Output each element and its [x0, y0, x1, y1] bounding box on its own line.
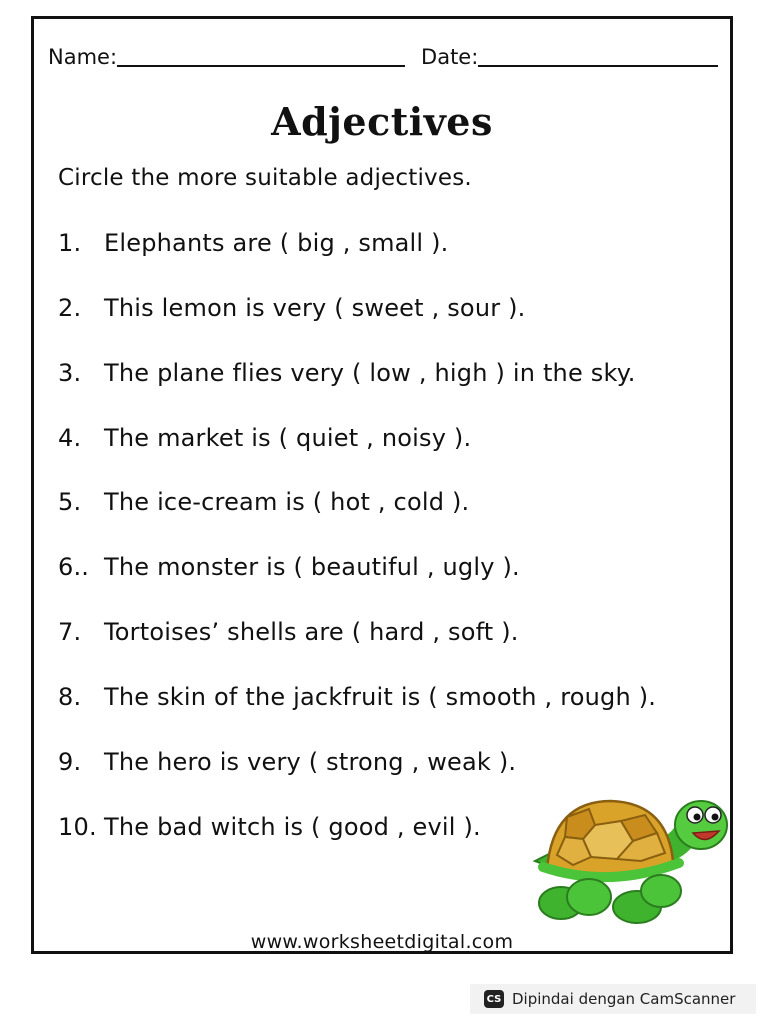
- question-item: [58, 748, 516, 776]
- question-item: [58, 294, 526, 322]
- worksheet: [31, 16, 733, 954]
- question-text: The bad witch is ( good , evil ).: [104, 813, 481, 841]
- page-title: Adjectives: [271, 99, 493, 144]
- question-text: The monster is ( beautiful , ugly ).: [104, 553, 520, 581]
- question-number: 9.: [58, 748, 82, 776]
- name-label: Name:: [48, 45, 118, 69]
- question-number: 10.: [58, 813, 97, 841]
- question-text: This lemon is very ( sweet , sour ).: [104, 294, 526, 322]
- question-text: The skin of the jackfruit is ( smooth , rough ).: [104, 683, 657, 711]
- camscanner-badge: [470, 984, 756, 1014]
- question-text: The plane flies very ( low , high ) in the sky.: [104, 359, 636, 387]
- name-blank-line: [117, 65, 405, 67]
- question-item: [58, 813, 481, 841]
- question-text: Elephants are ( big , small ).: [104, 229, 449, 257]
- turtle-illustration: [529, 791, 729, 927]
- question-number: 6..: [58, 553, 90, 581]
- header-row: [48, 47, 718, 68]
- question-number: 4.: [58, 424, 82, 452]
- question-number: 2.: [58, 294, 82, 322]
- question-item: [58, 553, 520, 581]
- question-number: 7.: [58, 618, 82, 646]
- question-item: [58, 618, 519, 646]
- date-label: Date:: [421, 45, 479, 69]
- date-blank-line: [478, 65, 718, 67]
- question-text: The ice-cream is ( hot , cold ).: [104, 488, 470, 516]
- camscanner-text: Dipindai dengan CamScanner: [512, 990, 736, 1008]
- question-number: 1.: [58, 229, 82, 257]
- question-number: 3.: [58, 359, 82, 387]
- question-item: [58, 359, 636, 387]
- question-text: The hero is very ( strong , weak ).: [104, 748, 517, 776]
- instruction: Circle the more suitable adjectives.: [58, 165, 472, 191]
- question-text: Tortoises’ shells are ( hard , soft ).: [104, 618, 519, 646]
- question-item: [58, 683, 656, 711]
- footer-url: www.worksheetdigital.com: [250, 931, 514, 953]
- question-number: 8.: [58, 683, 82, 711]
- question-text: The market is ( quiet , noisy ).: [104, 424, 472, 452]
- question-item: [58, 229, 449, 257]
- camscanner-logo-icon: CS: [484, 990, 504, 1008]
- question-item: [58, 488, 469, 516]
- question-item: [58, 424, 471, 452]
- question-number: 5.: [58, 488, 82, 516]
